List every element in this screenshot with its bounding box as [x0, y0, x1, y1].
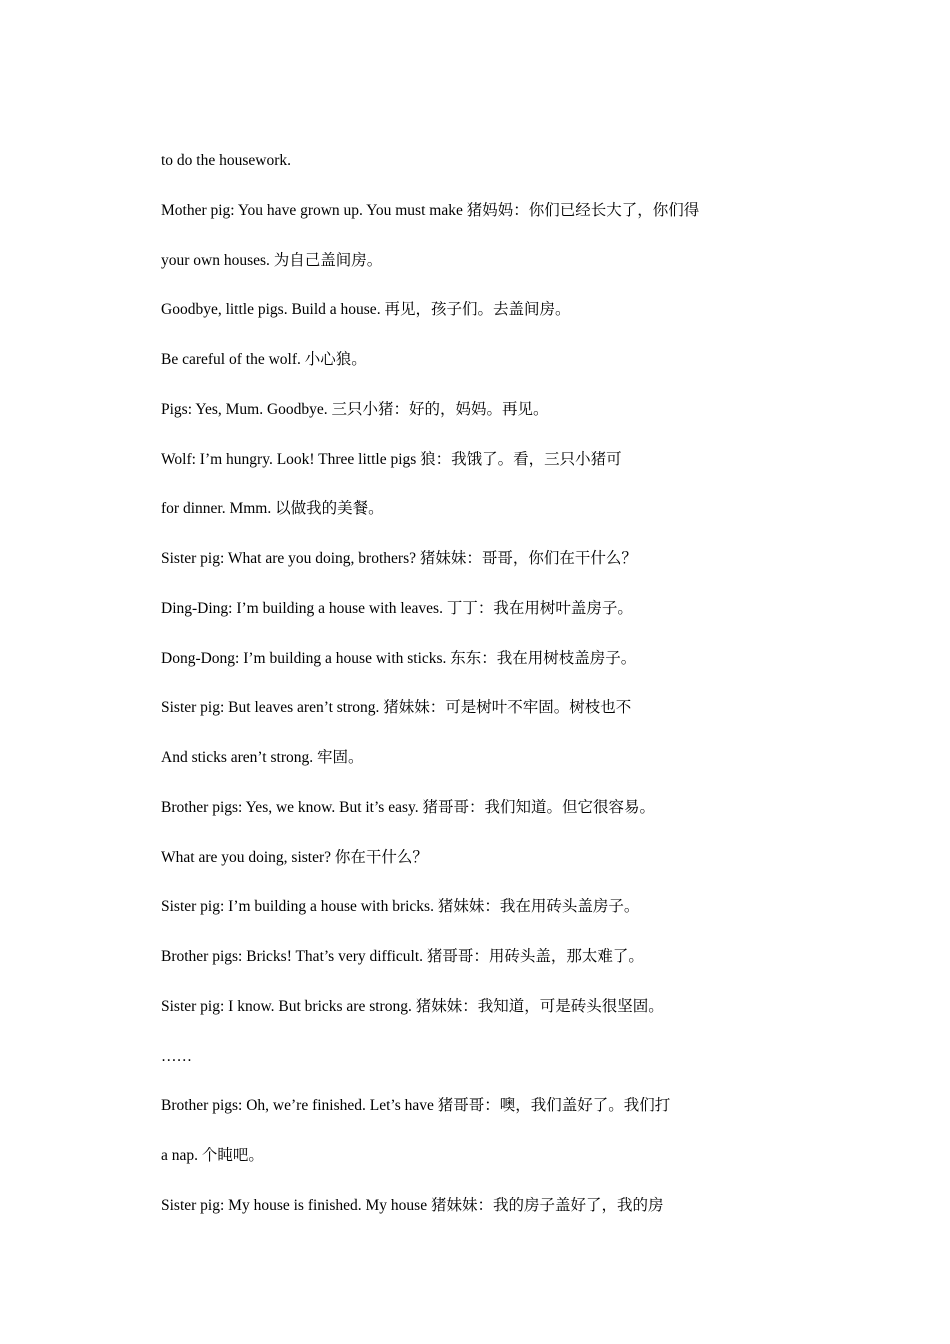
- text-line: Pigs: Yes, Mum. Goodbye. 三只小猪：好的，妈妈。再见。: [161, 400, 549, 418]
- text-line: Mother pig: You have grown up. You must make 猪妈妈：你们已经长大了，你们得: [161, 201, 700, 219]
- text-line: What are you doing, sister? 你在干什么？: [161, 848, 428, 866]
- text-line: to do the housework.: [161, 152, 292, 169]
- text-line: Brother pigs: Yes, we know. But it’s easy. 猪哥哥：我们知道。但它很容易。: [161, 798, 655, 816]
- text-line: a nap. 个盹吧。: [161, 1147, 264, 1164]
- text-line: your own houses. 为自己盖间房。: [161, 251, 383, 269]
- story-text: [161, 150, 821, 1245]
- text-line: Sister pig: I’m building a house with bricks. 猪妹妹：我在用砖头盖房子。: [161, 898, 640, 916]
- text-line: Sister pig: I know. But bricks are strong. 猪妹妹：我知道，可是砖头很坚固。: [161, 997, 664, 1015]
- text-line: Sister pig: My house is finished. My house 猪妹妹：我的房子盖好了，我的房: [161, 1196, 664, 1214]
- text-line: Goodbye, little pigs. Build a house. 再见，孩子们。去盖间房。: [161, 301, 571, 319]
- text-line: Brother pigs: Bricks! That’s very difficult. 猪哥哥：用砖头盖，那太难了。: [161, 948, 644, 965]
- text-line: Wolf: I’m hungry. Look! Three little pigs 狼：我饿了。看，三只小猪可: [161, 450, 622, 468]
- text-line: Sister pig: But leaves aren’t strong. 猪妹妹：可是树叶不牢固。树枝也不: [161, 699, 632, 717]
- text-line: Dong-Dong: I’m building a house with sticks. 东东：我在用树枝盖房子。: [161, 649, 637, 667]
- text-line: Brother pigs: Oh, we’re finished. Let’s have 猪哥哥：噢，我们盖好了。我们打: [161, 1097, 671, 1115]
- text-line: ……: [161, 1047, 192, 1065]
- text-line: And sticks aren’t strong. 牢固。: [161, 749, 364, 766]
- text-line: Be careful of the wolf. 小心狼。: [161, 351, 367, 368]
- text-line: Ding-Ding: I’m building a house with leaves. 丁丁：我在用树叶盖房子。: [161, 599, 633, 617]
- text-line: Sister pig: What are you doing, brothers? 猪妹妹：哥哥，你们在干什么？: [161, 550, 637, 567]
- text-line: for dinner. Mmm. 以做我的美餐。: [161, 500, 384, 518]
